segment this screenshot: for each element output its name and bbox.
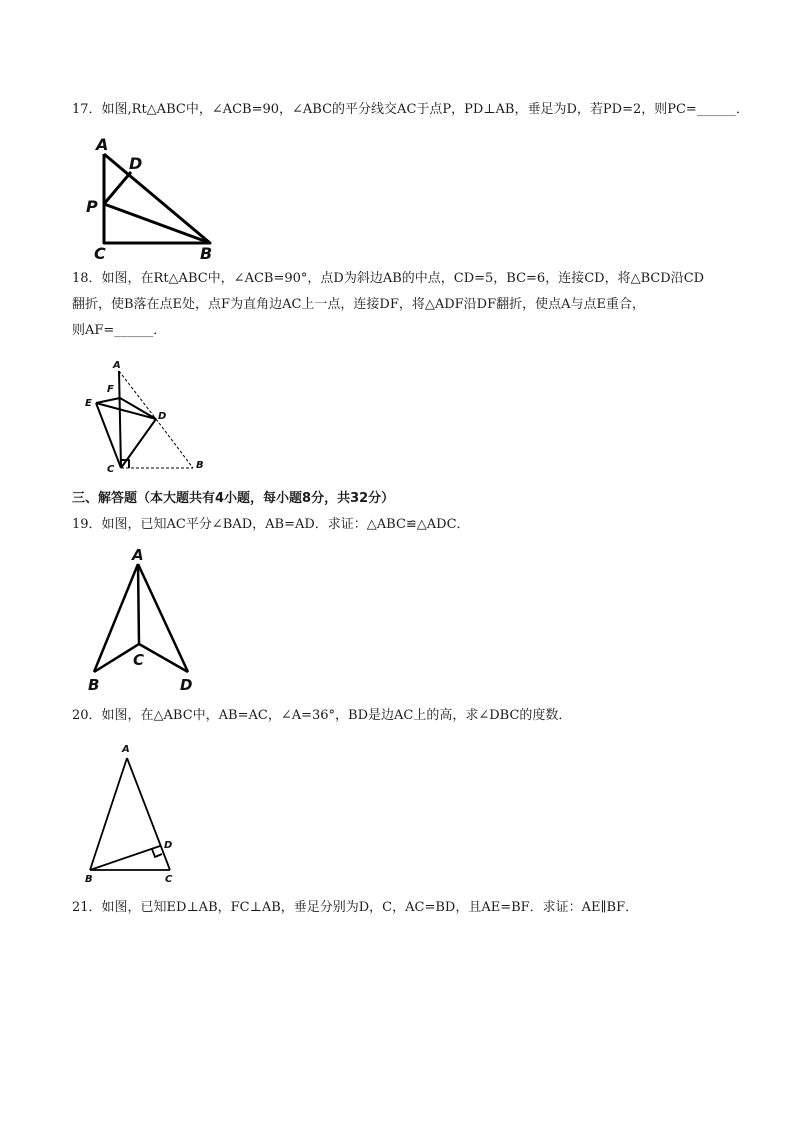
segment-ef: [96, 398, 120, 403]
segment-ac: [119, 371, 121, 468]
segment-ac: [138, 564, 139, 644]
triangle-abc-side: [104, 154, 210, 243]
label-f: F: [107, 384, 114, 395]
question-18-line-1: 18．如图，在Rt△ABC中，∠ACB=90°，点D为斜边AB的中点，CD=5，BC=6，连接CD，将△BCD沿CD: [72, 271, 705, 286]
segment-ac: [127, 758, 173, 870]
section-3-heading: 三、解答题（本大题共有4小题，每小题8分，共32分）: [72, 491, 395, 506]
label-d: D: [180, 676, 193, 694]
segment-bd: [90, 846, 160, 870]
dashed-ad: [119, 371, 156, 419]
label-d: D: [164, 840, 173, 851]
label-d: D: [158, 411, 167, 422]
question-21-text: 21．如图，已知ED⊥AB，FC⊥AB，垂足分别为D，C，AC=BD，且AE=BF．求证：AE∥BF．: [72, 900, 639, 915]
segment-ab: [90, 758, 127, 870]
question-20-figure: [84, 738, 194, 888]
label-a: A: [96, 135, 109, 154]
question-19-text: 19．如图，已知AC平分∠BAD，AB=AD．求证：△ABC≌△ADC．: [72, 517, 470, 532]
label-c: C: [94, 244, 106, 263]
question-17-text: 17．如图,Rt△ABC中，∠ACB=90，∠ABC的平分线交AC于点P，PD⊥AB，垂足为D，若PD=2，则PC=______．: [72, 102, 749, 117]
question-17-figure: [84, 132, 224, 262]
label-b: B: [85, 874, 93, 885]
segment-pd: [104, 172, 131, 204]
label-p: P: [86, 197, 98, 216]
question-19-figure: [84, 540, 204, 695]
label-c: C: [133, 651, 145, 669]
label-b: B: [200, 244, 213, 263]
segment-ec: [96, 403, 121, 468]
question-18-line-3: 则AF=______．: [72, 323, 167, 338]
label-b: B: [88, 676, 100, 694]
label-d: D: [129, 154, 143, 173]
label-e: E: [85, 398, 92, 409]
question-18-figure: [84, 358, 214, 476]
segment-ed: [96, 403, 156, 419]
label-c: C: [165, 874, 173, 885]
label-b: B: [196, 460, 204, 471]
label-c: C: [107, 464, 115, 475]
dashed-db: [156, 419, 193, 468]
question-18-line-2: 翻折，使B落在点E处，点F为直角边AC上一点，连接DF，将△ADF沿DF翻折，使点A与点E重合，: [72, 297, 645, 312]
label-a: A: [122, 744, 130, 755]
label-a: A: [113, 360, 121, 371]
segment-pb: [104, 204, 210, 243]
segment-ad: [138, 564, 188, 672]
label-a: A: [132, 546, 144, 564]
segment-fd: [120, 398, 156, 419]
segment-ab: [94, 564, 138, 672]
right-angle-d: [152, 849, 162, 857]
question-20-text: 20．如图，在△ABC中，AB=AC，∠A=36°，BD是边AC上的高，求∠DBC的度数．: [72, 708, 572, 723]
